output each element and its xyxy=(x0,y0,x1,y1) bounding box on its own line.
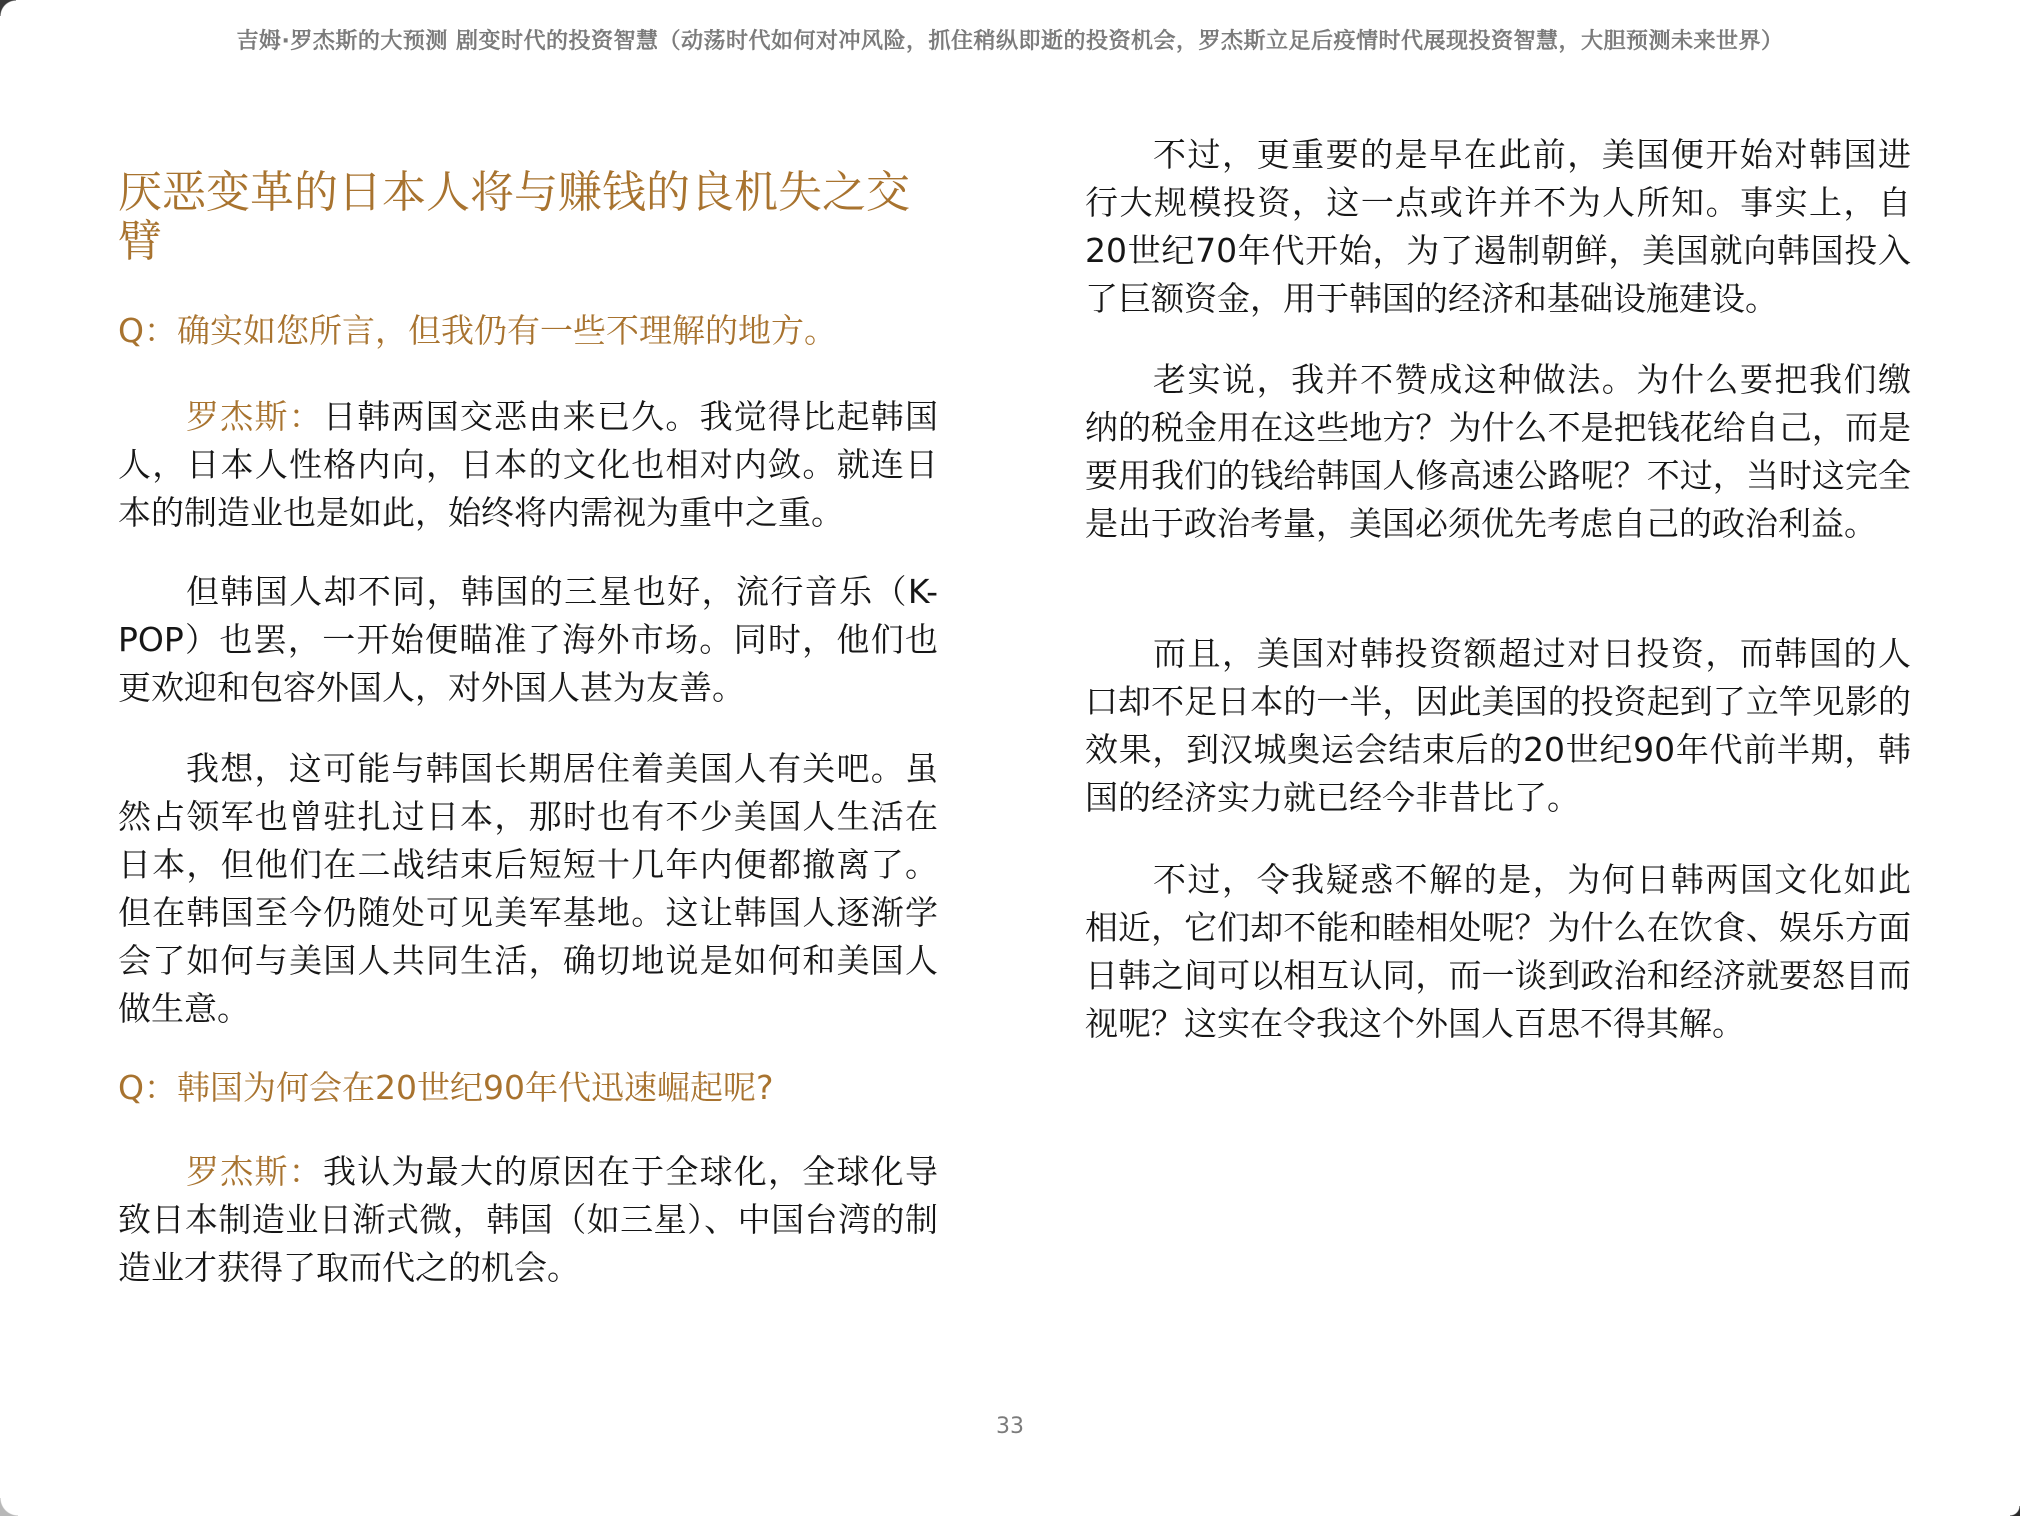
book-title-header: 吉姆·罗杰斯的大预测 剧变时代的投资智慧（动荡时代如何对冲风险，抓住稍纵即逝的投资机会，罗杰斯立足后疫情时代展现投资智慧，大胆预测未来世界） xyxy=(236,29,1784,54)
page-number: 33 xyxy=(996,1414,1024,1439)
answer-1-paragraph xyxy=(118,393,938,537)
right-paragraph-1: 不过，更重要的是早在此前，美国便开始对韩国进行大规模投资，这一点或许并不为人所知。事实上，自20世纪70年代开始，为了遏制朝鲜，美国就向韩国投入了巨额资金，用于韩国的经济和基础设施建设。 xyxy=(1085,135,1911,318)
question-1: Q：确实如您所言，但我仍有一些不理解的地方。 xyxy=(118,311,837,350)
answer-2-paragraph xyxy=(118,1148,938,1292)
question-2: Q：韩国为何会在20世纪90年代迅速崛起呢? xyxy=(118,1068,774,1107)
paragraph-3: 我想，这可能与韩国长期居住着美国人有关吧。虽然占领军也曾驻扎过日本，那时也有不少美国人生活在日本，但他们在二战结束后短短十几年内便都撤离了。但在韩国至今仍随处可见美军基地。这让韩国人逐渐学会了如何与美国人共同生活，确切地说是如何和美国人做生意。 xyxy=(118,749,938,1028)
right-paragraph-2: 老实说，我并不赞成这种做法。为什么要把我们缴纳的税金用在这些地方？为什么不是把钱花给自己，而是要用我们的钱给韩国人修高速公路呢？不过，当时这完全是出于政治考量，美国必须优先考虑自己的政治利益。 xyxy=(1085,360,1911,543)
answer-2-text: 我认为最大的原因在于全球化，全球化导致日本制造业日渐式微，韩国（如三星）、中国台湾的制造业才获得了取而代之的机会。 xyxy=(118,1152,939,1287)
speaker-label: 罗杰斯： xyxy=(186,397,323,436)
window-corner-top-left xyxy=(0,0,16,16)
right-paragraph-3: 而且，美国对韩投资额超过对日投资，而韩国的人口却不足日本的一半，因此美国的投资起到了立竿见影的效果，到汉城奥运会结束后的20世纪90年代前半期，韩国的经济实力就已经今非昔比了。 xyxy=(1085,634,1911,817)
answer-1-text: 日韩两国交恶由来已久。我觉得比起韩国人，日本人性格内向，日本的文化也相对内敛。就连日本的制造业也是如此，始终将内需视为重中之重。 xyxy=(118,397,939,532)
right-paragraph-4: 不过，令我疑惑不解的是，为何日韩两国文化如此相近，它们却不能和睦相处呢？为什么在饮食、娱乐方面日韩之间可以相互认同，而一谈到政治和经济就要怒目而视呢？这实在令我这个外国人百思不得其解。 xyxy=(1085,860,1911,1043)
speaker-label: 罗杰斯： xyxy=(186,1152,323,1191)
window-corner-bottom-left xyxy=(0,1498,18,1516)
window-corner-bottom-right xyxy=(2010,1506,2020,1516)
chapter-heading: 厌恶变革的日本人将与赚钱的良机失之交臂 xyxy=(118,167,910,267)
paragraph-2: 但韩国人却不同，韩国的三星也好，流行音乐（K-POP）也罢，一开始便瞄准了海外市场。同时，他们也更欢迎和包容外国人，对外国人甚为友善。 xyxy=(118,572,938,707)
